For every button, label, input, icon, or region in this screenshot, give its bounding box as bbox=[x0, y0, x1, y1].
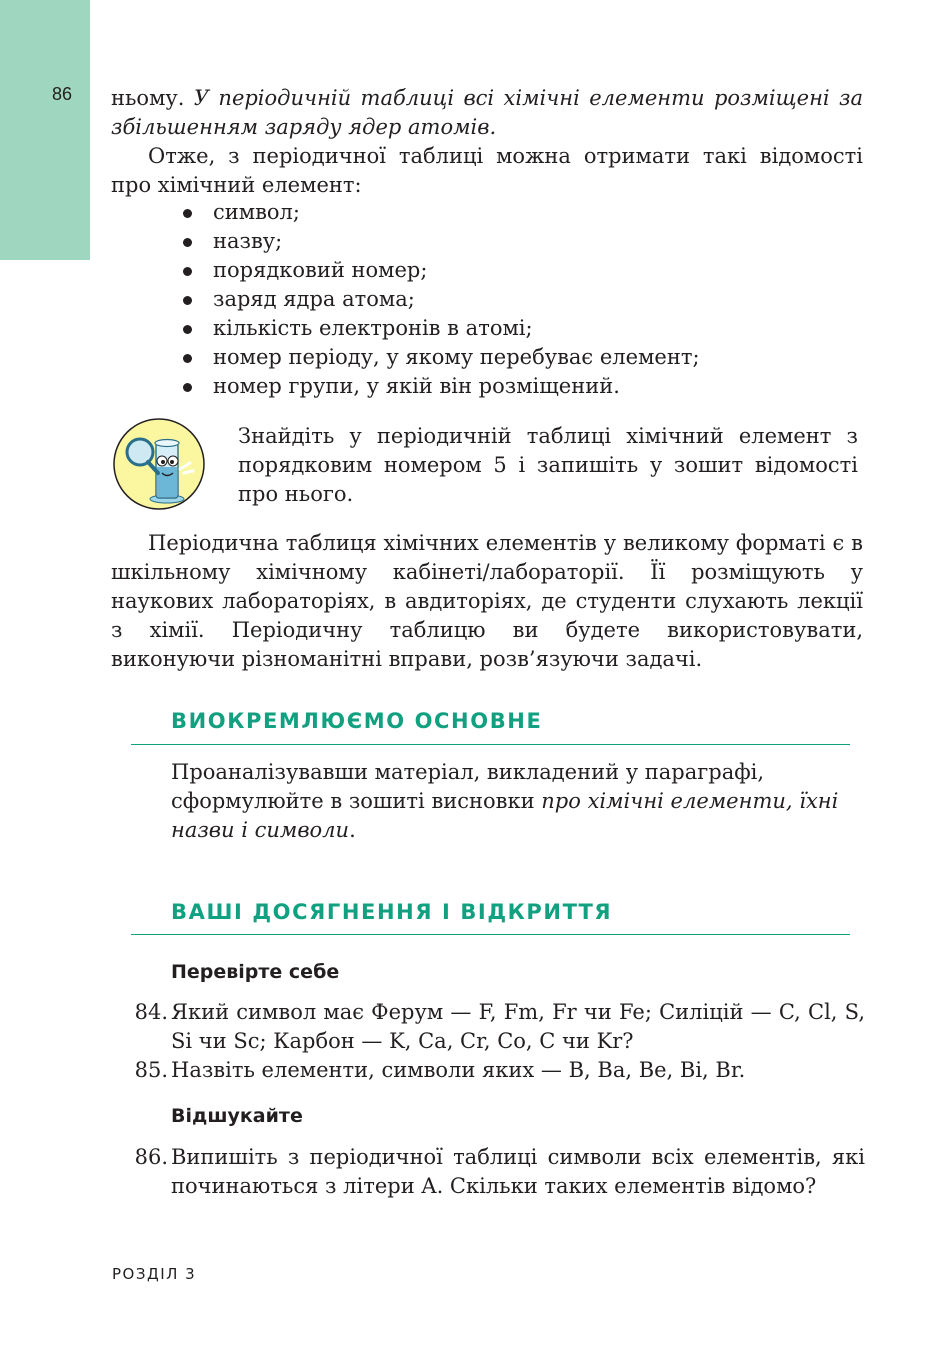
footer-section-label: РОЗДІЛ 3 bbox=[112, 1265, 197, 1283]
table-paragraph: Періодична таблиця хімічних елементів у великому форматі є в шкільному хімічному кабінеті/лабораторії. Її розміщують у наукових лабораторіях, в авдиторіях, де студенти слухають лекції з хімії. Періодичну таблицю ви будете використовувати, виконуючи різноманітні вправи, розв’язуючи задачі. bbox=[111, 531, 863, 671]
subheading-check-yourself: Перевірте себе bbox=[171, 961, 340, 983]
question-text: Випишіть з періодичної таблиці символи всіх елементів, які починаються з літери A. Скільки таких елементів відомо? bbox=[171, 1145, 865, 1198]
bullet-icon bbox=[183, 238, 192, 247]
list-item: заряд ядра атома; bbox=[181, 285, 700, 314]
list-item: символ; bbox=[181, 198, 700, 227]
list-item: кількість електронів в атомі; bbox=[181, 314, 700, 343]
question-item bbox=[120, 1056, 865, 1085]
intro-paragraph bbox=[111, 84, 863, 142]
section-divider bbox=[131, 744, 850, 745]
section-divider bbox=[131, 934, 850, 935]
task-text: Знайдіть у періодичній таблиці хімічний елемент з порядковим номером 5 і запишіть у зошит відомості про нього. bbox=[238, 424, 858, 506]
subheading-find: Відшукайте bbox=[171, 1105, 303, 1127]
summary-text: Проаналізувавши матеріал, викладений у параграфі, сформулюйте в зошиті висновки про хімічні елементи, їхні назви і символи. bbox=[171, 760, 839, 842]
list-item: номер періоду, у якому перебуває елемент; bbox=[181, 343, 700, 372]
question-number: 84. bbox=[134, 1000, 168, 1024]
bullet-icon bbox=[183, 325, 192, 334]
page-number: 86 bbox=[52, 84, 73, 104]
section-heading-achievements: ВАШІ ДОСЯГНЕННЯ І ВІДКРИТТЯ bbox=[171, 900, 613, 924]
list-item: порядковий номер; bbox=[181, 256, 700, 285]
intro-italic: У періодичній таблиці всі хімічні елементи розміщені за збільшенням заряду ядер атомів. bbox=[111, 86, 863, 139]
question-number: 86. bbox=[134, 1145, 168, 1169]
question-number: 85. bbox=[134, 1058, 168, 1082]
magnifier-chemistry-mascot-icon bbox=[112, 417, 206, 511]
section-heading-main: ВИОКРЕМЛЮЄМО ОСНОВНЕ bbox=[171, 709, 543, 733]
bullet-icon bbox=[183, 354, 192, 363]
bullet-icon bbox=[183, 383, 192, 392]
list-item: назву; bbox=[181, 227, 700, 256]
list-item: номер групи, у якій він розміщений. bbox=[181, 372, 700, 401]
bullet-icon bbox=[183, 267, 192, 276]
intro-lead: ньому. bbox=[111, 86, 194, 110]
page-tab bbox=[0, 0, 90, 260]
question-text: Назвіть елементи, символи яких — B, Ba, Be, Bi, Br. bbox=[171, 1058, 746, 1082]
question-item bbox=[120, 998, 865, 1056]
question-text: Який символ має Ферум — F, Fm, Fr чи Fe; Силіцій — C, Cl, S, Si чи Sc; Карбон — K, Ca, Cr, Co, C чи Kr? bbox=[171, 1000, 865, 1053]
bullet-icon bbox=[183, 209, 192, 218]
info-paragraph: Отже, з періодичної таблиці можна отримати такі відомості про хімічний елемент: bbox=[111, 144, 863, 197]
info-list bbox=[181, 198, 700, 401]
bullet-icon bbox=[183, 296, 192, 305]
question-item bbox=[120, 1143, 865, 1201]
